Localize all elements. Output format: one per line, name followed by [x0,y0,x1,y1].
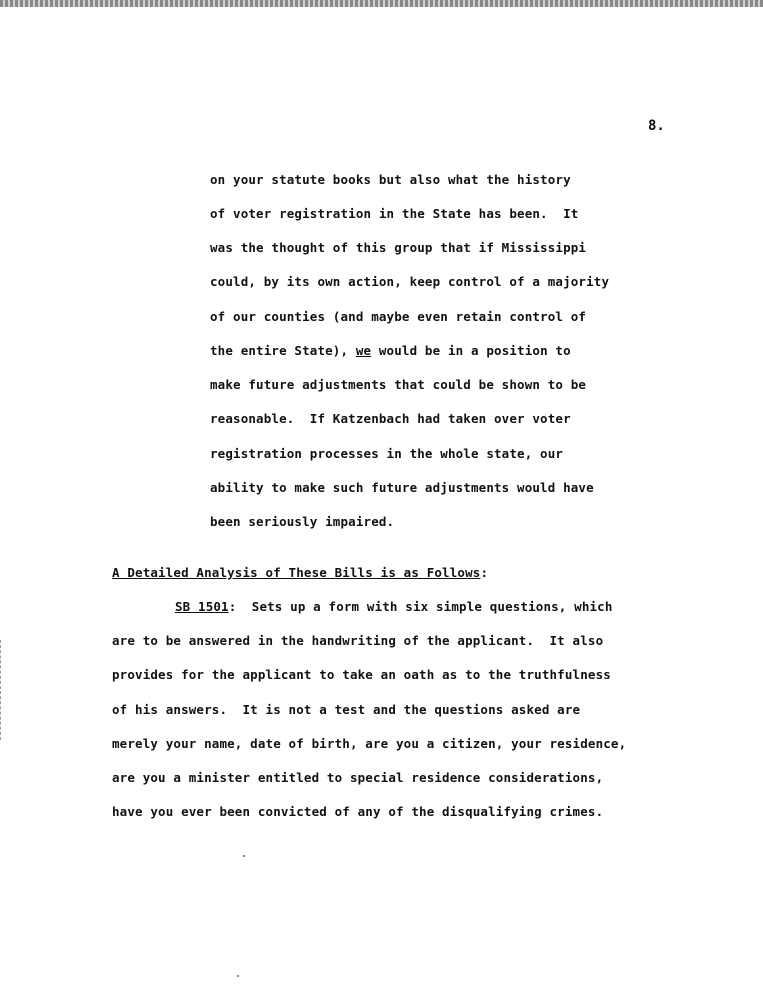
page-number: 8. [648,118,665,134]
scan-edge-artifact [0,0,763,7]
text-line [210,343,571,359]
text-line: been seriously impaired. [210,514,395,529]
bill-label: SB 1501 [175,599,229,614]
text-line: on your statute books but also what the history [210,172,571,187]
underlined-word: we [355,343,372,358]
bill-label-colon: : [228,599,237,614]
text-line: make future adjustments that could be shown to be [210,377,587,392]
text-line: are you a minister entitled to special residence considerations, [112,770,604,785]
scan-speck [243,855,245,857]
section-heading-text: A Detailed Analysis of These Bills is as Follows [112,565,481,580]
margin-artifact [0,640,3,740]
text-line: registration processes in the whole state, our [210,446,564,461]
text-segment: would be in a position to [371,343,571,358]
scan-speck [237,975,239,977]
text-line: are to be answered in the handwriting of the applicant. It also [112,633,604,648]
text-line: was the thought of this group that if Mississippi [210,240,587,255]
text-line: could, by its own action, keep control of a majority [210,274,610,289]
text-segment: the entire State), [210,343,356,358]
text-line: of our counties (and maybe even retain control of [210,309,587,324]
section-heading-colon: : [480,565,489,580]
text-line: provides for the applicant to take an oath as to the truthfulness [112,667,611,682]
text-line [175,599,613,615]
section-heading [112,565,488,581]
text-line: of voter registration in the State has been. It [210,206,579,221]
text-line: have you ever been convicted of any of the disqualifying crimes. [112,804,604,819]
text-line: ability to make such future adjustments would have [210,480,594,495]
text-line: of his answers. It is not a test and the questions asked are [112,702,581,717]
text-line: reasonable. If Katzenbach had taken over voter [210,411,571,426]
text-line: merely your name, date of birth, are you a citizen, your residence, [112,736,627,751]
text-segment: Sets up a form with six simple questions, which [236,599,613,614]
